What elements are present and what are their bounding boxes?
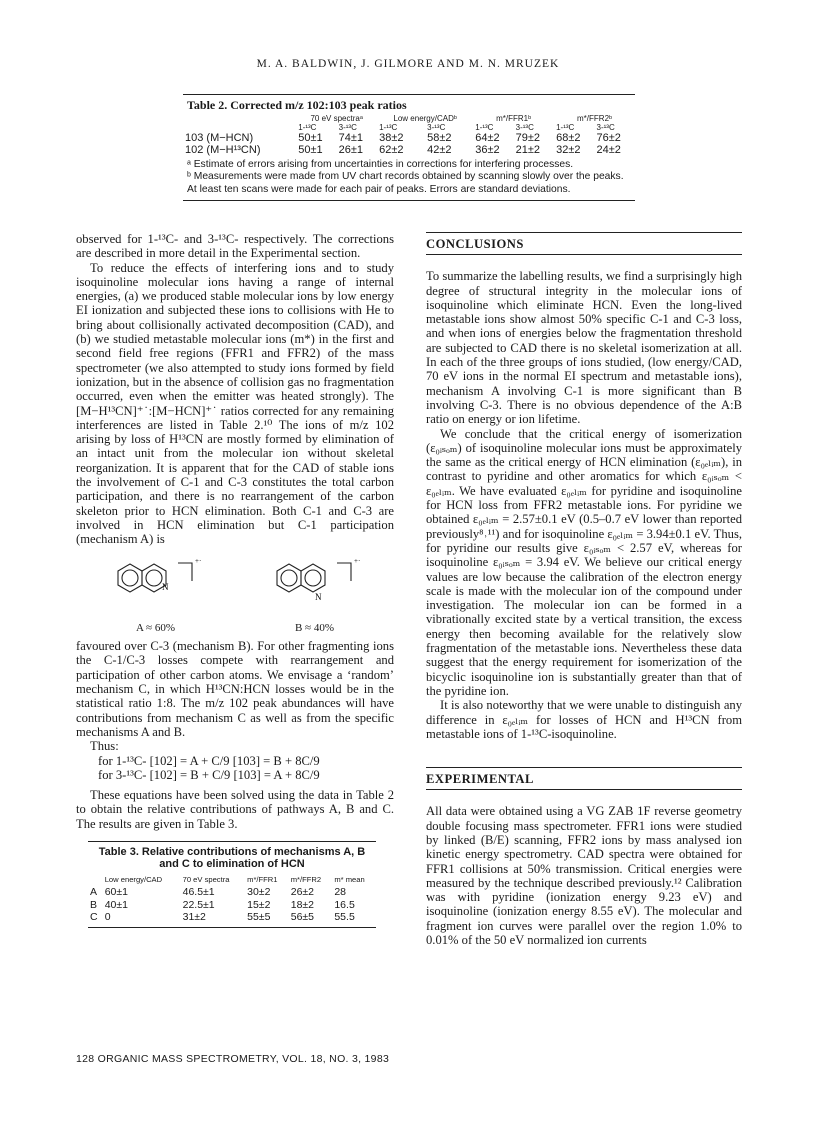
table-top-rule [88,841,376,842]
paragraph: favoured over C-3 (mechanism B). For other fragmenting ions the C-1/C-3 losses compete with rearrangement and participation of other carbon atoms. We envisage a ‘random’ mechanism C, in which H¹³CN:HCN losses would be in the statistical ratio 1:8. The m/z 102 peak abundances will have contributions from mechanism C as well as from the specific mechanisms A and B. [76,639,394,739]
table-header-row [88,874,376,886]
col-group-header: 70 eV spectraᵃ [310,114,363,123]
table-row [88,899,376,911]
table-bottom-rule [88,927,376,928]
table-cell: 64±2 [475,132,500,144]
table-cell: C [90,911,98,924]
structure-a-label: A ≈ 60% [135,621,176,634]
col-header: 1-¹³C [475,123,494,132]
col-header [88,874,103,886]
footnote-a: ᵃ Estimate of errors arising from uncertainties in corrections for interfering processes. [187,159,574,170]
paragraph: observed for 1-¹³C- and 3-¹³C- respectively. The corrections are described in more detail in the Experimental section. [76,232,394,261]
structure-figures [76,553,394,636]
table-header-row [183,114,635,123]
equation: for 1-¹³C- [102] = A + C/9 [103] = B + 8C/9 [98,753,320,768]
table-2 [183,94,635,201]
isoquinoline-structure-a-icon [96,553,216,617]
table-cell: 24±2 [596,144,621,156]
table-cell: 56±5 [290,911,315,924]
table-cell: 36±2 [475,144,500,156]
table-bottom-rule [183,200,635,201]
structure-b [255,553,375,636]
table-cell: 68±2 [556,132,581,144]
paragraph: To summarize the labelling results, we find a surprisingly high degree of structural integrity in the molecular ions of isoquinoline which eliminate HCN. Even the long-lived metastable ions show almost 50% specific C-1 and C-3 loss, and when ions of energies below the fragmentation threshold are subjected to CAD there is no skeletal isomerization at all. In each of the three groups of ions studied, (low energy/CAD, 70 eV ions in the normal EI spectrum and metastable ions), mechanism A involving C-1 is more significant than B involving C-3. There is no obvious dependence of the A:B ratio on energy or ion lifetime. [426,269,742,427]
table-2-grid [183,114,635,156]
table-cell: 16.5 [334,898,355,911]
col-header: 3-¹³C [427,123,446,132]
table-cell: 79±2 [515,132,541,144]
table-cell: 50±1 [298,132,323,144]
table-cell: 18±2 [290,898,315,911]
section-heading-conclusions: CONCLUSIONS [426,232,742,255]
svg-text:N: N [314,591,321,602]
table-cell: 30±2 [247,886,271,899]
col-header: 3-¹³C [338,123,357,132]
table-row [183,144,635,156]
page-footer: 128 ORGANIC MASS SPECTROMETRY, VOL. 18, NO. 3, 1983 [76,1053,390,1065]
section-heading-experimental: EXPERIMENTAL [426,767,742,790]
paragraph: All data were obtained using a VG ZAB 1F reverse geometry double focusing mass spectrometer. FFR1 ions were studied by linked (B/E) scanning, FFR2 ions by mass analysed ion kinetic energy spectrometry. CAD spectra were obtained for FFR1 collisions at 50% transmission. Critical energies were measured by the technique described previously.¹² Calibration was with pyridine (ionization energy 9.23 eV) and isoquinoline (ionization energy 8.55 eV). The molecular and fragment ion curves were parallel over the region 1.0% to 0.01% of the 50 eV normalized ion currents [426,804,742,948]
table-row [88,886,376,898]
table-cell: B [90,898,98,911]
col-header: Low energy/CAD [104,874,163,884]
table-top-rule [183,94,635,95]
col-header: 1-¹³C [379,123,398,132]
paragraph: To reduce the effects of interfering ions and to study isoquinoline molecular ions having a range of internal energies, (a) we produced stable molecular ions by low energy EI ionization and subjected these ions to collisions with He to bring about collisionally activated decomposition (CAD), and (b) we studied metastable molecular ions (m*) in the first and second field free regions (FFR1 and FFR2) of the mass spectrometer (we also attempted to study ions formed by field ionization, but in the absence of collision gas no fragmentation occurred, even when the emitter was heated strongly). The [M−H¹³CN]⁺˙:[M−HCN]⁺˙ ratios corrected for any remaining interferences are listed in Table 2.¹⁰ The ions of m/z 102 arising by loss of H¹³CN are mostly formed by elimination of an intact unit from the molecular ion without skeletal reorganization. It is apparent that for the CAD of stable ions the involvement of C-1 and C-3 constitutes the total carbon participation, and there is no rearrangement of the carbon skeleton prior to HCN elimination. Both C-1 and C-3 are involved in HCN elimination but C-1 participation (mechanism A) is [76,260,394,547]
col-header: m* mean [334,874,365,884]
col-header: m*/FFR1 [247,874,278,884]
table-cell: 32±2 [556,144,581,156]
table-footnotes [187,159,635,196]
col-header: 3-¹³C [515,123,534,132]
paragraph: It is also noteworthy that we were unable to distinguish any difference in ε₀ₑₗᵢₘ for losses of HCN and H¹³CN from metastable ions of 1-¹³C-isoquinoline. [426,698,742,741]
col-header: 70 eV spectra [182,874,230,884]
paragraph: We conclude that the critical energy of isomerization (ε₀ᵢₛₒₘ) of isoquinoline molecular ions must be approximately the same as the critical energy of HCN elimination (ε₀ₑₗᵢₘ), in contrast to pyridine and other aromatics for which ε₀ᵢₛₒₘ < ε₀ₑₗᵢₘ. We have evaluated ε₀ₑₗᵢₘ for pyridine and isoquinoline for HCN loss from FFR2 metastable ions. For pyridine we obtained ε₀ₑₗᵢₘ = 2.57±0.1 eV (0.5–0.7 eV lower than reported previously⁸˒¹¹) and for isoquinoline ε₀ₑₗᵢₘ = 3.94±0.1 eV. Thus, for pyridine our results give ε₀ᵢₛₒₘ < 2.57 eV, whereas for isoquinoline ε₀ᵢₛₒₘ = 3.94 eV. We believe our critical energy values are low because the calibration of the electron energy scale is made with the molecular ion of the compound under investigation. The molecular ion can be formed in a vibrationally excited state by a vertical transition, the excess energy then becoming available for the relatively slow fragmentation of the metastable ions. Nevertheless these data suggest that the energy requirement for isomerization of the bicyclic isoquinoline ion is substantially greater than that of the pyridine ion. [426,426,742,698]
structure-a [96,553,216,636]
table-cell: 55±5 [247,911,271,924]
table-cell: 0 [104,911,111,924]
structure-b-label: B ≈ 40% [294,621,335,634]
table-cell: 58±2 [427,132,452,144]
col-header: m*/FFR2 [290,874,322,884]
svg-text:+·: +· [353,556,360,565]
table-cell: 31±2 [182,911,206,924]
table-3 [88,841,376,928]
table-cell: A [90,886,98,899]
col-header: 1-¹³C [298,123,317,132]
left-column [76,232,394,928]
right-column [426,232,742,947]
table-cell: 15±2 [247,898,271,911]
table-row [183,132,635,144]
table-cell: 22.5±1 [182,898,215,911]
table-cell: 26±1 [338,144,364,156]
table-cell: 26±2 [290,886,315,899]
table-cell: 60±1 [104,886,128,899]
svg-text:+·: +· [194,556,201,565]
table-cell: 38±2 [379,132,404,144]
table-cell: 28 [334,886,347,899]
row-label: 103 (M−HCN) [185,132,254,144]
paragraph: Thus: [90,739,119,754]
paragraph: These equations have been solved using the data in Table 2 to obtain the relative contributions of pathways A, B and C. The results are given in Table 3. [76,788,394,831]
table-cell: 40±1 [104,898,128,911]
table-cell: 21±2 [515,144,541,156]
equation: for 3-¹³C- [102] = B + C/9 [103] = A + 8C/9 [98,767,320,782]
row-label: 102 (M−H¹³CN) [185,144,261,156]
table-cell: 50±1 [298,144,323,156]
table-cell: 46.5±1 [182,886,215,899]
svg-text:N: N [161,581,168,592]
col-header: 3-¹³C [596,123,615,132]
col-group-header: m*/FFR1ᵇ [496,114,532,123]
isoquinoline-structure-b-icon [255,553,375,617]
table-3-title: Table 3. Relative contributions of mechanisms A, B and C to elimination of HCN [98,845,366,870]
table-cell: 55.5 [334,911,355,924]
table-cell: 42±2 [427,144,452,156]
table-cell: 62±2 [379,144,404,156]
table-3-grid [88,874,376,924]
col-group-header: m*/FFR2ᵇ [577,114,613,123]
table-2-title: Table 2. Corrected m/z 102:103 peak ratios [187,98,407,112]
table-cell: 74±1 [338,132,364,144]
col-header: 1-¹³C [556,123,575,132]
col-group-header: Low energy/CADᵇ [393,114,457,123]
table-row [88,911,376,923]
running-header: M. A. BALDWIN, J. GILMORE AND M. N. MRUZEK [256,58,560,70]
footnote-b: ᵇ Measurements were made from UV chart records obtained by scanning slowly over the peaks. At least ten scans were made for each pair of peaks. Errors are standard deviations. [187,171,624,195]
table-subheader-row [183,123,635,132]
table-cell: 76±2 [596,132,621,144]
